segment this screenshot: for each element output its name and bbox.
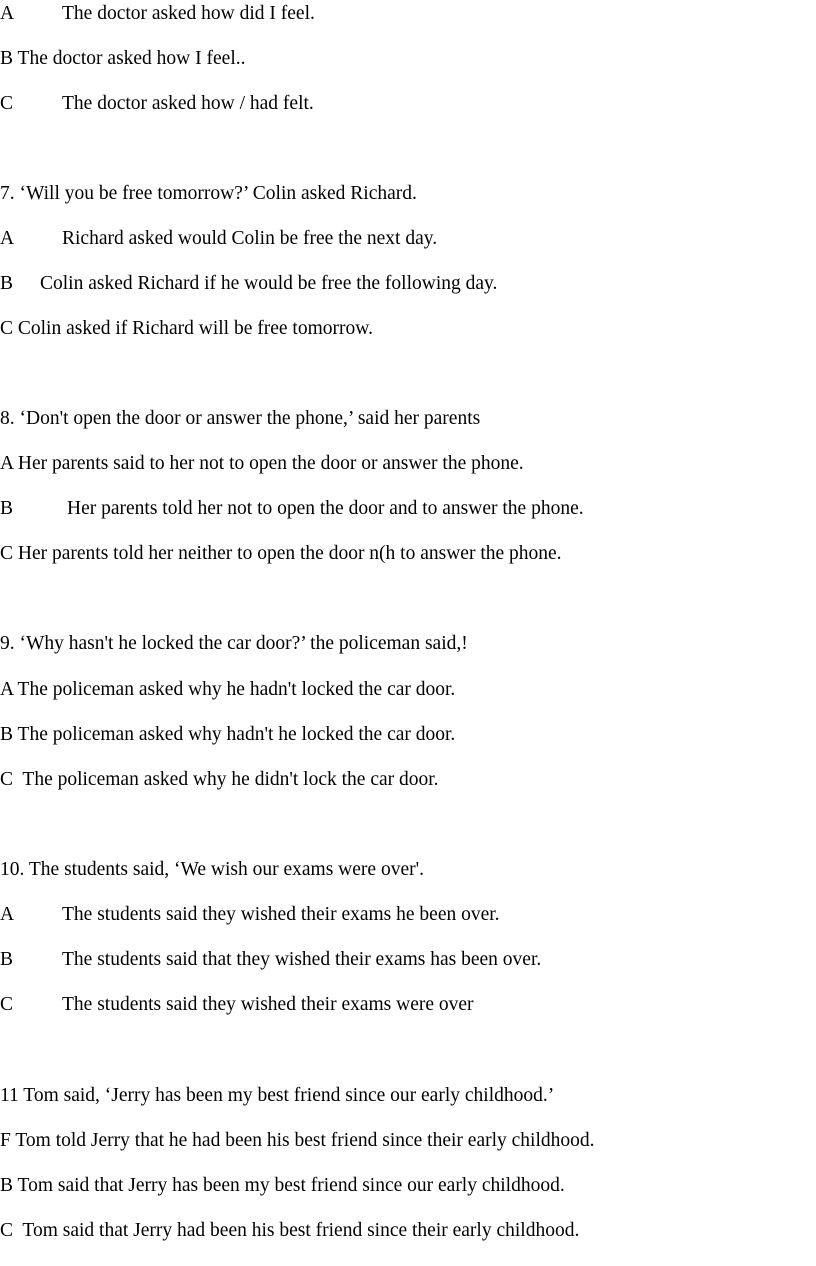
question-text: 7. ‘Will you be free tomorrow?’ Colin asked Richard.	[0, 183, 417, 204]
q7-option-b	[0, 272, 497, 296]
question-text: 8. ‘Don't open the door or answer the phone,’ said her parents	[0, 408, 481, 429]
q10-option-c	[0, 993, 474, 1017]
q7-option-a	[0, 227, 437, 251]
option-text: C Her parents told her neither to open the door n(h to answer the phone.	[0, 543, 562, 564]
q6-option-b	[0, 47, 245, 71]
q8-question	[0, 407, 480, 431]
option-text: C Tom said that Jerry had been his best friend since their early childhood.	[0, 1220, 580, 1241]
q7-question	[0, 182, 417, 206]
q9-option-a	[0, 678, 455, 702]
question-text: 9. ‘Why hasn't he locked the car door?’ the policeman said,!	[0, 633, 468, 654]
q11-option-b	[0, 1174, 565, 1198]
q6-option-c	[0, 92, 314, 116]
option-text: The students said that they wished their exams has been over.	[62, 949, 542, 970]
q9-option-b	[0, 723, 455, 747]
option-text: B The doctor asked how I feel..	[0, 48, 246, 69]
option-text: A The policeman asked why he hadn't locked the car door.	[0, 679, 456, 700]
option-text: Colin asked Richard if he would be free the following day.	[40, 273, 498, 294]
q8-option-a	[0, 452, 524, 476]
option-label: B	[0, 498, 14, 519]
option-text: The students said they wished their exams were over	[62, 994, 474, 1015]
question-text: 11 Tom said, ‘Jerry has been my best friend since our early childhood.’	[0, 1085, 555, 1106]
option-label: B	[0, 273, 14, 294]
option-text: The students said they wished their exams he been over.	[62, 904, 500, 925]
q11-question	[0, 1084, 554, 1108]
q11-option-c	[0, 1219, 579, 1243]
option-text: The doctor asked how / had felt.	[62, 93, 314, 114]
q8-option-c	[0, 542, 562, 566]
q7-option-c	[0, 317, 373, 341]
option-text: Her parents told her not to open the door and to answer the phone.	[67, 498, 584, 519]
option-text: C The policeman asked why he didn't lock the car door.	[0, 769, 439, 790]
option-label: C	[0, 93, 14, 114]
question-text: 10. The students said, ‘We wish our exams were over'.	[0, 859, 424, 880]
q6-option-a	[0, 2, 315, 26]
option-label: A	[0, 3, 15, 24]
option-text: C Colin asked if Richard will be free tomorrow.	[0, 318, 373, 339]
q8-option-b	[0, 497, 584, 521]
option-text: B Tom said that Jerry has been my best friend since our early childhood.	[0, 1175, 565, 1196]
q9-option-c	[0, 768, 439, 792]
option-text: B The policeman asked why hadn't he locked the car door.	[0, 724, 456, 745]
option-text: The doctor asked how did I feel.	[62, 3, 315, 24]
q10-question	[0, 858, 424, 882]
option-label: A	[0, 904, 15, 925]
q9-question	[0, 632, 468, 656]
option-label: A	[0, 228, 15, 249]
q10-option-b	[0, 948, 541, 972]
option-text: F Tom told Jerry that he had been his best friend since their early childhood.	[0, 1130, 595, 1151]
option-label: B	[0, 949, 14, 970]
option-text: Richard asked would Colin be free the next day.	[62, 228, 438, 249]
option-text: A Her parents said to her not to open the door or answer the phone.	[0, 453, 524, 474]
q11-option-f	[0, 1129, 595, 1153]
q10-option-a	[0, 903, 500, 927]
option-label: C	[0, 994, 14, 1015]
